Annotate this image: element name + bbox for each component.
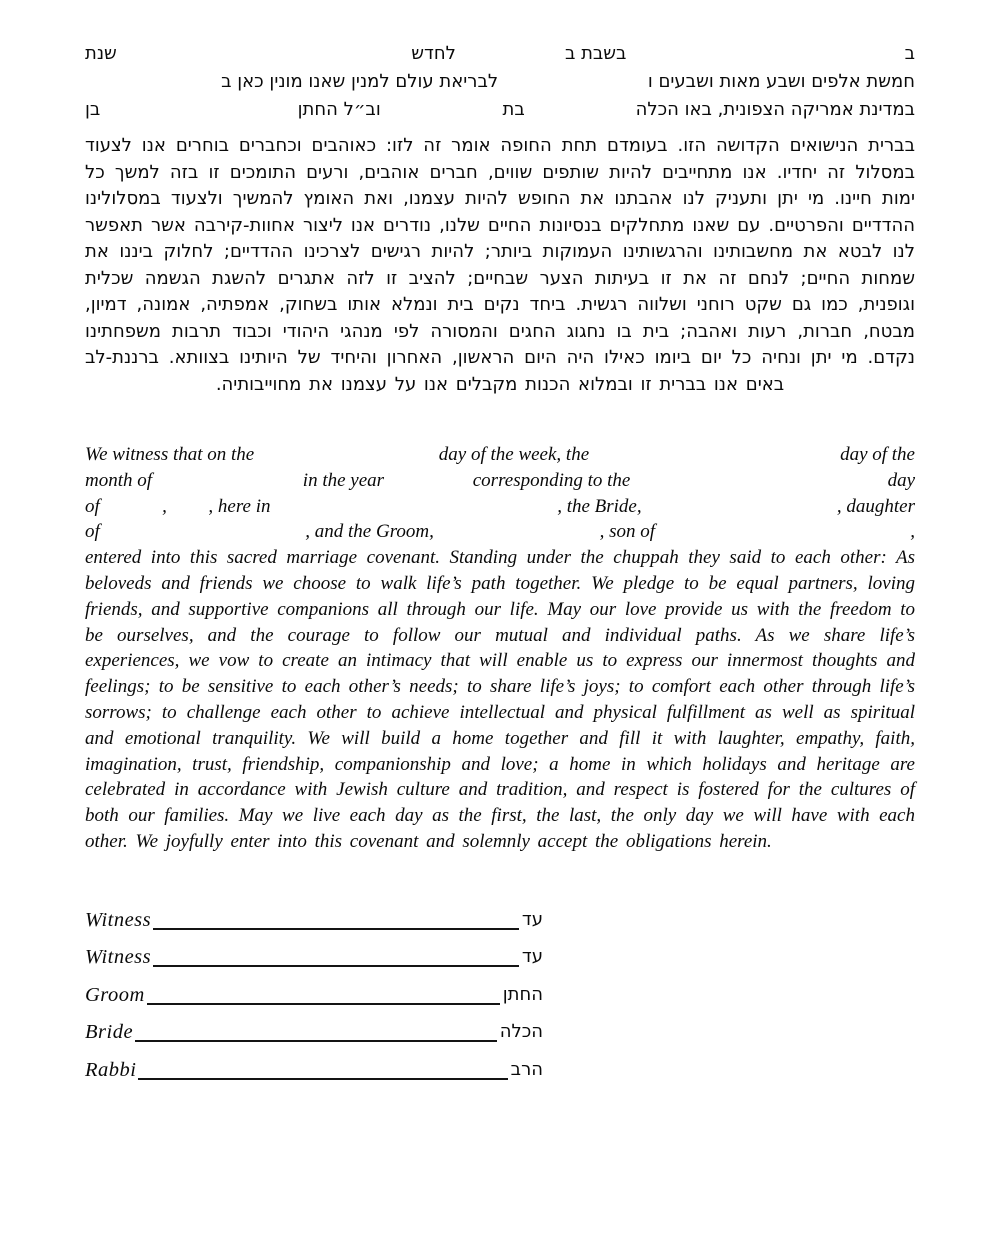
hebrew-text-state-bride: במדינת אמריקה הצפונית, באו הכלה [635, 99, 915, 120]
hebrew-text-daughter-of: בת [502, 99, 525, 120]
hebrew-text-and-the-groom: וב״ל החתן [297, 99, 381, 120]
rabbi-hebrew-label: הרב [510, 1058, 543, 1080]
witness-2-label: Witness [85, 946, 152, 969]
english-blank-civil-month [100, 511, 162, 512]
english-blank-hebrew-year [384, 485, 473, 486]
english-text-comma-2: , [910, 521, 915, 543]
english-blank-civil-year [167, 511, 209, 512]
groom-signature-line [147, 1003, 500, 1005]
english-date-line-2 [85, 468, 915, 494]
english-date-line-1 [85, 442, 915, 468]
hebrew-covenant-paragraph: בברית הנישואים הקדושה הזו. בעומדם תחת החופה אומר זה לזו: כאוהבים וכחברים בוחרים אנו לצעוד במסלול זה יחדיו. אנו מתחייבים להיות שותפים שווים, חברים אוהבים, ורעים התומכים זו בזה למשך כל ימות חיינו. מי יתן ותעניק לנו אהבתנו את החופש להיות עצמנו, ואת האומץ להמשיך ולצעוד במסלולינו ההדדיים והפרטיים. עם שאנו מתחלקים בנסיונות החיים שלנו, נודרים אנו ליצור אחוות-קירבה אשר תאפשר לנו לבטא את מחשבותינו והרגשותינו העמוקות ביותר; להיות רגישים לצרכינו ההדדיים; לחלוק ביננו את שמחות החיים; לנחם זה את זו בעיתות הצער שבחיים; להציב זו לזה אתגרים להשגת הגשמה שכלית וגופנית, כמו גם שקט רוחני ושלווה רגשית. ביחד נקים בית ונמלא אותו בשחוק, אמפתיה, אמונה, דמיון, מבטח, חברות, רעות ואהבה; בית בו נחגוג החגים והמסורה לפי מנהגי היהודי וכבוד תרבות משפחתינו נקדם. מי יתן ונחיה כל יום ביומו כאילו היה היום הראשון, האחרון והיחיד של היותינו בצוותא. ברננת-לב באים אנו בברית זו ובמלוא הכנות מקבלים אנו על עצמנו את מחוייבותיה. [85, 135, 915, 395]
hebrew-date-section [85, 40, 915, 124]
english-text-comma-1: , [162, 495, 167, 517]
hebrew-text-creation-count: לבריאת עולם למנין שאנו מונין כאן ב [221, 71, 499, 92]
hebrew-place-line [85, 96, 915, 124]
english-date-line-4 [85, 519, 915, 545]
hebrew-blank-day-of-month [456, 58, 565, 59]
english-text-daughter: , daughter [836, 495, 916, 517]
witness-1-signature-line [153, 928, 519, 930]
english-text-month-of: month of [85, 469, 153, 491]
witness-2-hebrew-label: עד [521, 946, 543, 968]
hebrew-text-of-the-week-on-the: בשבת ב [564, 43, 627, 64]
english-text-corresponding: corresponding to the [472, 469, 631, 491]
english-blank-hebrew-month [152, 485, 303, 486]
hebrew-blank-month-name [117, 58, 411, 59]
english-blank-weekday [254, 459, 439, 460]
rabbi-signature-line [138, 1078, 507, 1080]
hebrew-text-on-the: ב [904, 43, 915, 64]
english-blank-groom-parents [655, 536, 910, 537]
english-text-of: of [85, 495, 100, 517]
signature-section [85, 905, 915, 1085]
signature-row-rabbi [85, 1055, 543, 1085]
hebrew-blank-year-units [498, 86, 648, 87]
hebrew-text-son-of: בן [85, 99, 101, 120]
witness-2-signature-line [153, 965, 519, 967]
english-blank-bride-name [642, 511, 837, 512]
english-covenant-paragraph: entered into this sacred marriage covenant. Standing under the chuppah they said to each other: As beloveds and friends we choose to walk life’s path together. We pledge to be equal partners, loving friends, and supportive companions all through our life. May our love provide us with the freedom to be ourselves, and the courage to follow our mutual and individual paths. As we share life’s experiences, we vow to create an intimacy that will enable us to express our innermost thoughts and feelings; to be sensitive to each other’s needs; to share life’s joys; to comfort each other through life’s sorrows; to challenge each other to achieve intellectual and physical fulfillment as well as spiritual and emotional tranquility. We will build a home together and fill it with laughter, empathy, faith, imagination, trust, friendship, companionship and love; a home in which holidays and heritage are celebrated in accordance with Jewish culture and tradition, and respect is fostered for the cultures of both our families. May we live each day as the first, the last, the only day we will have with each other. We joyfully enter into this covenant and solemnly accept the obligations herein. [85, 547, 915, 852]
hebrew-blank-groom-name [100, 114, 297, 115]
groom-hebrew-label: החתן [502, 983, 543, 1005]
signature-row-bride [85, 1017, 543, 1047]
hebrew-date-line [85, 40, 915, 68]
witness-1-hebrew-label: עד [521, 908, 543, 930]
signature-row-groom [85, 980, 543, 1010]
hebrew-text-year: שנת [85, 43, 117, 64]
bride-hebrew-label: הכלה [499, 1021, 543, 1043]
english-blank-bride-parents [100, 536, 306, 537]
english-text-day-of-the: day of the [840, 444, 915, 465]
english-text-the-bride: , the Bride, [557, 495, 642, 517]
hebrew-year-line [85, 68, 915, 96]
english-text-son-of: , son of [599, 521, 656, 543]
english-text-day-of-week: day of the week, the [438, 444, 590, 465]
english-text-we-witness: We witness that on the [85, 444, 255, 465]
witness-1-label: Witness [85, 908, 152, 931]
hebrew-blank-day-of-week [626, 58, 904, 59]
bride-signature-line [135, 1040, 497, 1042]
english-date-line-3 [85, 494, 915, 520]
hebrew-text-of-the-month: לחדש [411, 43, 456, 64]
signature-row-witness-2 [85, 942, 543, 972]
rabbi-label: Rabbi [85, 1058, 137, 1081]
hebrew-blank-bride-name [525, 114, 636, 115]
groom-label: Groom [85, 983, 145, 1006]
bride-label: Bride [85, 1021, 134, 1044]
hebrew-blank-city [85, 86, 221, 87]
english-text-here-in: , here in [208, 495, 271, 517]
hebrew-blank-bride-parents [381, 114, 503, 115]
english-text-and-the-groom: , and the Groom, [305, 521, 434, 543]
english-blank-day-of-month [589, 459, 840, 460]
english-blank-civil-day [630, 485, 887, 486]
english-section [85, 442, 915, 855]
english-text-in-the-year: in the year [302, 469, 385, 491]
english-text-of-2: of [85, 521, 100, 543]
signature-row-witness-1 [85, 905, 543, 935]
english-text-day: day [887, 469, 915, 491]
english-blank-groom-name [434, 536, 600, 537]
english-blank-place [271, 511, 558, 512]
hebrew-text-year-count: חמשת אלפים ושבע מאות ושבעים ו [647, 71, 915, 92]
